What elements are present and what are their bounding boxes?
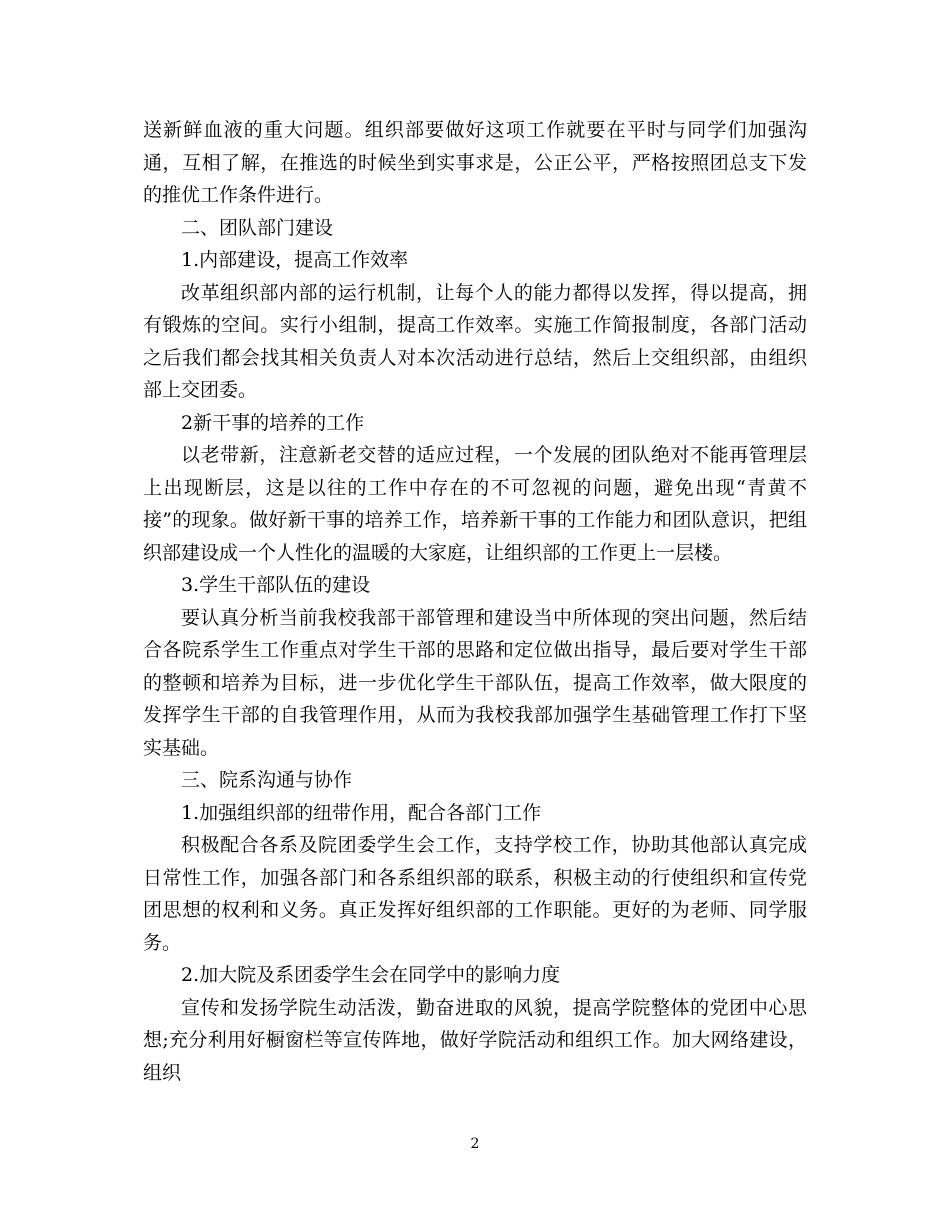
subheading-student-cadre-team: 3.学生干部队伍的建设	[181, 574, 371, 596]
document-body	[143, 114, 807, 1089]
section-heading-communication: 三、院系沟通与协作	[181, 769, 353, 791]
paragraph-liaison-role: 积极配合各系及院团委学生会工作，支持学校工作，协助其他部认真完成日常性工作，加强各部门和各系组织部的联系，积极主动的行使组织和宣传党团思想的权利和义务。真正发挥好组织部的工作职能。更好的为老师、同学服务。	[143, 834, 807, 954]
paragraph-continuation: 送新鲜血液的重大问题。组织部要做好这项工作就要在平时与同学们加强沟通，互相了解，在推选的时候坐到实事求是，公正公平，严格按照团总支下发的推优工作条件进行。	[143, 119, 807, 206]
paragraph-student-cadre-team: 要认真分析当前我校我部干部管理和建设当中所体现的突出问题，然后结合各院系学生工作重点对学生干部的思路和定位做出指导，最后要对学生干部的整顿和培养为目标，进一步优化学生干部队伍，提高工作效率，做大限度的发挥学生干部的自我管理作用，从而为我校我部加强学生基础管理工作打下坚实基础。	[143, 606, 807, 759]
paragraph-internal-building: 改革组织部内部的运行机制，让每个人的能力都得以发挥，得以提高，拥有锻炼的空间。实行小组制，提高工作效率。实施工作简报制度，各部门活动之后我们都会找其相关负责人对本次活动进行总结，然后上交组织部，由组织部上交团委。	[143, 281, 807, 401]
page-number: 2	[470, 1136, 480, 1152]
subheading-internal-building: 1.内部建设，提高工作效率	[181, 249, 409, 271]
paragraph-influence: 宣传和发扬学院生动活泼，勤奋进取的风貌，提高学院整体的党团中心思想;充分利用好橱窗栏等宣传阵地，做好学院活动和组织工作。加大网络建设，组织	[143, 996, 807, 1084]
subheading-influence: 2.加大院及系团委学生会在同学中的影响力度	[181, 964, 561, 986]
subheading-new-staff-training: 2新干事的培养的工作	[181, 411, 365, 434]
subheading-liaison-role: 1.加强组织部的纽带作用，配合各部门工作	[181, 801, 542, 824]
paragraph-new-staff-training: 以老带新，注意新老交替的适应过程，一个发展的团队绝对不能再管理层上出现断层，这是以往的工作中存在的不可忽视的问题，避免出现“青黄不接”的现象。做好新干事的培养工作，培养新干事的工作能力和团队意识，把组织部建设成一个人性化的温暖的大家庭，让组织部的工作更上一层楼。	[143, 444, 807, 564]
section-heading-team-building: 二、团队部门建设	[181, 216, 334, 239]
